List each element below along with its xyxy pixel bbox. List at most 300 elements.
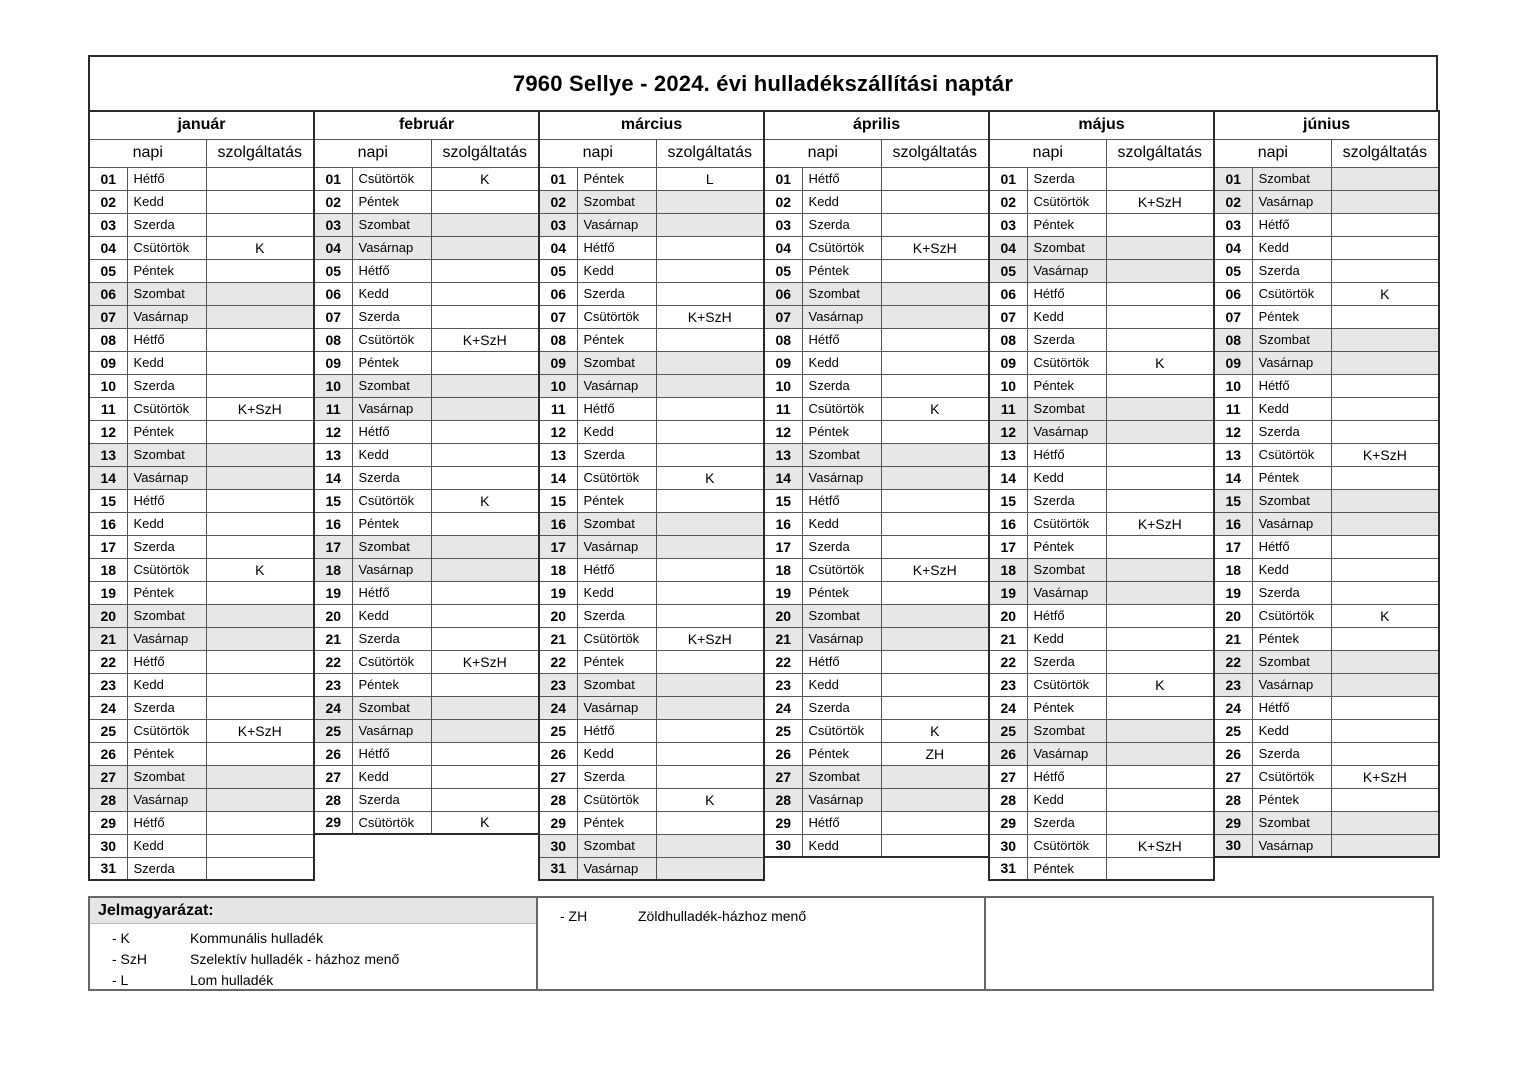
service-cell — [881, 305, 989, 328]
day-name-cell: Szombat — [1252, 489, 1331, 512]
day-name-cell: Vasárnap — [802, 627, 881, 650]
day-name-cell: Hétfő — [802, 167, 881, 190]
service-cell — [431, 581, 539, 604]
day-number-cell: 20 — [314, 604, 352, 627]
service-cell — [1106, 765, 1214, 788]
day-number-cell: 08 — [989, 328, 1027, 351]
day-row — [539, 167, 764, 190]
day-number-cell: 19 — [764, 581, 802, 604]
service-cell — [1106, 811, 1214, 834]
day-name-cell: Szombat — [1252, 811, 1331, 834]
day-row — [1214, 305, 1439, 328]
day-row — [764, 328, 989, 351]
day-name-cell: Szombat — [352, 374, 431, 397]
day-row — [314, 673, 539, 696]
day-name-cell: Kedd — [352, 282, 431, 305]
day-name-cell: Szerda — [577, 765, 656, 788]
legend-desc: Kommunális hulladék — [190, 930, 324, 946]
day-row — [539, 420, 764, 443]
day-name-cell: Hétfő — [352, 259, 431, 282]
day-row — [764, 535, 989, 558]
day-name-cell: Hétfő — [1252, 535, 1331, 558]
day-name-cell: Szombat — [1252, 167, 1331, 190]
day-row — [89, 374, 314, 397]
day-name-cell: Kedd — [1252, 236, 1331, 259]
day-number-cell: 04 — [989, 236, 1027, 259]
day-row — [539, 397, 764, 420]
day-number-cell: 23 — [314, 673, 352, 696]
day-row — [539, 581, 764, 604]
day-name-cell: Péntek — [352, 190, 431, 213]
service-cell — [1106, 259, 1214, 282]
day-row — [1214, 420, 1439, 443]
day-name-cell: Hétfő — [352, 742, 431, 765]
day-number-cell: 11 — [764, 397, 802, 420]
day-name-cell: Kedd — [577, 420, 656, 443]
service-cell — [206, 627, 314, 650]
day-name-cell: Vasárnap — [1252, 673, 1331, 696]
day-row — [1214, 834, 1439, 857]
day-row — [764, 443, 989, 466]
day-name-cell: Szerda — [802, 696, 881, 719]
day-number-cell: 29 — [89, 811, 127, 834]
day-row — [539, 857, 764, 880]
day-number-cell: 07 — [539, 305, 577, 328]
service-cell — [881, 535, 989, 558]
day-row — [314, 558, 539, 581]
month-name-row — [539, 111, 764, 139]
service-cell: K+SzH — [1106, 190, 1214, 213]
legend-box-zh — [536, 896, 986, 991]
column-header-day: napi — [989, 139, 1106, 167]
service-cell — [1106, 604, 1214, 627]
day-name-cell: Kedd — [802, 190, 881, 213]
day-name-cell: Vasárnap — [127, 788, 206, 811]
day-name-cell: Kedd — [352, 765, 431, 788]
service-cell — [1331, 190, 1439, 213]
legend-item-l — [90, 970, 536, 991]
day-row — [764, 627, 989, 650]
service-cell — [206, 420, 314, 443]
service-cell: K — [431, 811, 539, 834]
service-cell — [881, 512, 989, 535]
day-row — [539, 765, 764, 788]
service-cell — [431, 558, 539, 581]
service-cell — [1331, 374, 1439, 397]
day-number-cell: 01 — [1214, 167, 1252, 190]
day-row — [314, 512, 539, 535]
service-cell — [206, 673, 314, 696]
day-name-cell: Csütörtök — [802, 236, 881, 259]
service-cell — [431, 788, 539, 811]
day-row — [1214, 535, 1439, 558]
service-cell — [431, 466, 539, 489]
day-row — [1214, 788, 1439, 811]
service-cell — [206, 489, 314, 512]
day-number-cell: 18 — [89, 558, 127, 581]
service-cell — [881, 811, 989, 834]
column-header-service: szolgáltatás — [656, 139, 764, 167]
day-row — [764, 558, 989, 581]
day-row — [989, 167, 1214, 190]
day-row — [89, 558, 314, 581]
service-cell — [1106, 742, 1214, 765]
day-row — [89, 696, 314, 719]
service-cell — [656, 650, 764, 673]
day-number-cell: 12 — [1214, 420, 1252, 443]
day-row — [539, 696, 764, 719]
service-cell — [881, 420, 989, 443]
service-cell: K+SzH — [206, 397, 314, 420]
day-name-cell: Szombat — [802, 765, 881, 788]
service-cell: K — [431, 167, 539, 190]
service-cell — [656, 259, 764, 282]
day-number-cell: 17 — [989, 535, 1027, 558]
day-number-cell: 08 — [539, 328, 577, 351]
day-name-cell: Szombat — [352, 696, 431, 719]
day-number-cell: 30 — [1214, 834, 1252, 857]
service-cell — [431, 190, 539, 213]
day-name-cell: Péntek — [802, 420, 881, 443]
day-row — [539, 535, 764, 558]
day-number-cell: 22 — [314, 650, 352, 673]
day-number-cell: 21 — [539, 627, 577, 650]
day-row — [764, 420, 989, 443]
day-name-cell: Péntek — [1252, 627, 1331, 650]
day-number-cell: 22 — [989, 650, 1027, 673]
day-row — [989, 420, 1214, 443]
service-cell — [881, 765, 989, 788]
day-row — [1214, 443, 1439, 466]
day-name-cell: Csütörtök — [577, 788, 656, 811]
legend-desc: Szelektív hulladék - házhoz menő — [190, 951, 400, 967]
service-cell — [431, 742, 539, 765]
day-number-cell: 03 — [89, 213, 127, 236]
column-header-service: szolgáltatás — [1106, 139, 1214, 167]
day-number-cell: 26 — [989, 742, 1027, 765]
months-grid — [88, 110, 1438, 881]
day-number-cell: 05 — [989, 259, 1027, 282]
day-name-cell: Kedd — [127, 834, 206, 857]
day-row — [89, 765, 314, 788]
service-cell — [656, 604, 764, 627]
column-header-row — [764, 139, 989, 167]
day-row — [764, 259, 989, 282]
day-number-cell: 01 — [764, 167, 802, 190]
month-name: január — [89, 111, 314, 139]
column-header-day: napi — [314, 139, 431, 167]
day-name-cell: Vasárnap — [577, 213, 656, 236]
day-name-cell: Csütörtök — [1252, 282, 1331, 305]
calendar-title-box — [88, 55, 1438, 110]
service-cell — [431, 512, 539, 535]
service-cell — [1106, 627, 1214, 650]
day-number-cell: 26 — [1214, 742, 1252, 765]
service-cell — [656, 535, 764, 558]
day-name-cell: Szombat — [127, 443, 206, 466]
day-name-cell: Péntek — [127, 742, 206, 765]
service-cell — [1331, 811, 1439, 834]
day-row — [89, 397, 314, 420]
day-number-cell: 13 — [539, 443, 577, 466]
day-name-cell: Péntek — [577, 811, 656, 834]
day-name-cell: Péntek — [802, 259, 881, 282]
day-name-cell: Vasárnap — [577, 857, 656, 880]
service-cell — [881, 213, 989, 236]
day-name-cell: Kedd — [1027, 627, 1106, 650]
day-number-cell: 19 — [539, 581, 577, 604]
column-header-day: napi — [89, 139, 206, 167]
service-cell — [1106, 236, 1214, 259]
day-row — [314, 259, 539, 282]
day-row — [1214, 581, 1439, 604]
day-number-cell: 19 — [89, 581, 127, 604]
day-row — [314, 604, 539, 627]
day-name-cell: Hétfő — [127, 811, 206, 834]
day-name-cell: Csütörtök — [1027, 673, 1106, 696]
day-number-cell: 02 — [989, 190, 1027, 213]
service-cell — [431, 535, 539, 558]
day-row — [989, 581, 1214, 604]
day-row — [764, 604, 989, 627]
service-cell — [431, 374, 539, 397]
day-number-cell: 09 — [539, 351, 577, 374]
day-name-cell: Szerda — [1027, 167, 1106, 190]
day-name-cell: Csütörtök — [802, 558, 881, 581]
service-cell — [431, 627, 539, 650]
day-number-cell: 07 — [989, 305, 1027, 328]
day-name-cell: Hétfő — [802, 489, 881, 512]
service-cell — [206, 650, 314, 673]
service-cell — [431, 719, 539, 742]
day-row — [764, 489, 989, 512]
day-row — [539, 305, 764, 328]
service-cell — [1331, 696, 1439, 719]
day-number-cell: 30 — [89, 834, 127, 857]
day-row — [989, 305, 1214, 328]
service-cell — [1106, 397, 1214, 420]
service-cell: K — [656, 788, 764, 811]
day-row — [764, 673, 989, 696]
service-cell — [1331, 834, 1439, 857]
day-name-cell: Kedd — [127, 351, 206, 374]
day-row — [539, 673, 764, 696]
day-name-cell: Csütörtök — [352, 811, 431, 834]
day-row — [89, 282, 314, 305]
service-cell — [431, 604, 539, 627]
day-row — [89, 857, 314, 880]
day-row — [764, 742, 989, 765]
day-row — [314, 374, 539, 397]
day-number-cell: 16 — [1214, 512, 1252, 535]
day-row — [89, 489, 314, 512]
day-name-cell: Szerda — [1027, 811, 1106, 834]
service-cell: K — [1106, 351, 1214, 374]
legend-box-main — [88, 896, 538, 991]
service-cell — [1331, 673, 1439, 696]
day-name-cell: Szombat — [127, 604, 206, 627]
day-number-cell: 18 — [1214, 558, 1252, 581]
month-name-row — [314, 111, 539, 139]
legend-code: - K — [112, 930, 130, 946]
day-name-cell: Péntek — [1027, 857, 1106, 880]
day-row — [764, 788, 989, 811]
day-number-cell: 12 — [89, 420, 127, 443]
service-cell — [656, 696, 764, 719]
service-cell — [656, 236, 764, 259]
day-row — [89, 466, 314, 489]
month-name: március — [539, 111, 764, 139]
day-name-cell: Péntek — [577, 328, 656, 351]
service-cell: K+SzH — [881, 236, 989, 259]
day-row — [89, 167, 314, 190]
day-number-cell: 21 — [314, 627, 352, 650]
service-cell — [206, 696, 314, 719]
day-number-cell: 14 — [1214, 466, 1252, 489]
service-cell — [881, 351, 989, 374]
day-row — [314, 765, 539, 788]
day-name-cell: Csütörtök — [1027, 190, 1106, 213]
day-number-cell: 23 — [989, 673, 1027, 696]
day-number-cell: 02 — [1214, 190, 1252, 213]
day-row — [989, 604, 1214, 627]
day-row — [89, 535, 314, 558]
day-number-cell: 22 — [89, 650, 127, 673]
month-name: május — [989, 111, 1214, 139]
service-cell — [431, 259, 539, 282]
day-number-cell: 23 — [539, 673, 577, 696]
day-row — [1214, 259, 1439, 282]
day-name-cell: Szerda — [352, 305, 431, 328]
day-name-cell: Szerda — [577, 604, 656, 627]
day-row — [539, 811, 764, 834]
day-number-cell: 20 — [989, 604, 1027, 627]
legend-header: Jelmagyarázat: — [90, 898, 536, 924]
day-name-cell: Csütörtök — [577, 627, 656, 650]
day-name-cell: Szombat — [802, 443, 881, 466]
day-name-cell: Szerda — [1027, 328, 1106, 351]
day-row — [539, 351, 764, 374]
day-number-cell: 26 — [539, 742, 577, 765]
service-cell — [881, 650, 989, 673]
day-row — [314, 788, 539, 811]
day-row — [539, 650, 764, 673]
day-number-cell: 01 — [89, 167, 127, 190]
day-row — [539, 558, 764, 581]
day-number-cell: 04 — [539, 236, 577, 259]
day-name-cell: Szerda — [1252, 581, 1331, 604]
day-name-cell: Vasárnap — [1252, 190, 1331, 213]
day-name-cell: Hétfő — [577, 236, 656, 259]
service-cell — [1331, 420, 1439, 443]
service-cell — [1331, 719, 1439, 742]
service-cell — [1331, 236, 1439, 259]
day-name-cell: Vasárnap — [1252, 834, 1331, 857]
day-row — [1214, 190, 1439, 213]
service-cell — [431, 443, 539, 466]
day-row — [764, 351, 989, 374]
day-number-cell: 09 — [764, 351, 802, 374]
day-number-cell: 21 — [1214, 627, 1252, 650]
service-cell: K — [1331, 282, 1439, 305]
day-row — [764, 374, 989, 397]
day-name-cell: Péntek — [577, 650, 656, 673]
service-cell — [1331, 742, 1439, 765]
day-name-cell: Vasárnap — [577, 696, 656, 719]
day-number-cell: 28 — [989, 788, 1027, 811]
day-name-cell: Hétfő — [1252, 696, 1331, 719]
day-name-cell: Csütörtök — [352, 650, 431, 673]
service-cell: K+SzH — [1106, 834, 1214, 857]
day-name-cell: Vasárnap — [1252, 512, 1331, 535]
day-name-cell: Csütörtök — [1252, 443, 1331, 466]
day-number-cell: 23 — [89, 673, 127, 696]
day-number-cell: 25 — [89, 719, 127, 742]
service-cell — [656, 397, 764, 420]
day-row — [1214, 213, 1439, 236]
column-header-day: napi — [1214, 139, 1331, 167]
service-cell — [1331, 788, 1439, 811]
day-name-cell: Péntek — [1252, 305, 1331, 328]
service-cell — [1106, 696, 1214, 719]
day-name-cell: Péntek — [1027, 213, 1106, 236]
day-row — [314, 489, 539, 512]
service-cell — [656, 765, 764, 788]
service-cell — [656, 834, 764, 857]
day-name-cell: Csütörtök — [127, 719, 206, 742]
service-cell: K — [431, 489, 539, 512]
service-cell — [1106, 443, 1214, 466]
day-row — [1214, 650, 1439, 673]
day-number-cell: 21 — [89, 627, 127, 650]
service-cell — [1331, 512, 1439, 535]
day-name-cell: Csütörtök — [1252, 604, 1331, 627]
day-number-cell: 13 — [989, 443, 1027, 466]
service-cell — [206, 811, 314, 834]
day-number-cell: 29 — [314, 811, 352, 834]
day-row — [539, 834, 764, 857]
service-cell — [656, 420, 764, 443]
day-number-cell: 29 — [539, 811, 577, 834]
day-row — [89, 351, 314, 374]
page-title: 7960 Sellye - 2024. évi hulladékszállítási naptár — [512, 70, 1014, 96]
day-number-cell: 12 — [539, 420, 577, 443]
day-row — [989, 811, 1214, 834]
day-name-cell: Vasárnap — [352, 558, 431, 581]
service-cell — [1106, 489, 1214, 512]
day-name-cell: Csütörtök — [1027, 351, 1106, 374]
day-number-cell: 25 — [314, 719, 352, 742]
service-cell — [656, 489, 764, 512]
day-number-cell: 31 — [89, 857, 127, 880]
month-table-4 — [763, 110, 990, 858]
day-number-cell: 29 — [989, 811, 1027, 834]
day-number-cell: 24 — [764, 696, 802, 719]
day-row — [1214, 696, 1439, 719]
day-name-cell: Kedd — [802, 834, 881, 857]
day-name-cell: Szerda — [1252, 420, 1331, 443]
day-row — [1214, 719, 1439, 742]
day-name-cell: Kedd — [1252, 719, 1331, 742]
day-row — [989, 512, 1214, 535]
service-cell: K+SzH — [656, 627, 764, 650]
day-name-cell: Csütörtök — [577, 466, 656, 489]
day-number-cell: 09 — [89, 351, 127, 374]
day-row — [764, 696, 989, 719]
month-table-5 — [988, 110, 1215, 881]
day-row — [1214, 466, 1439, 489]
day-number-cell: 13 — [89, 443, 127, 466]
